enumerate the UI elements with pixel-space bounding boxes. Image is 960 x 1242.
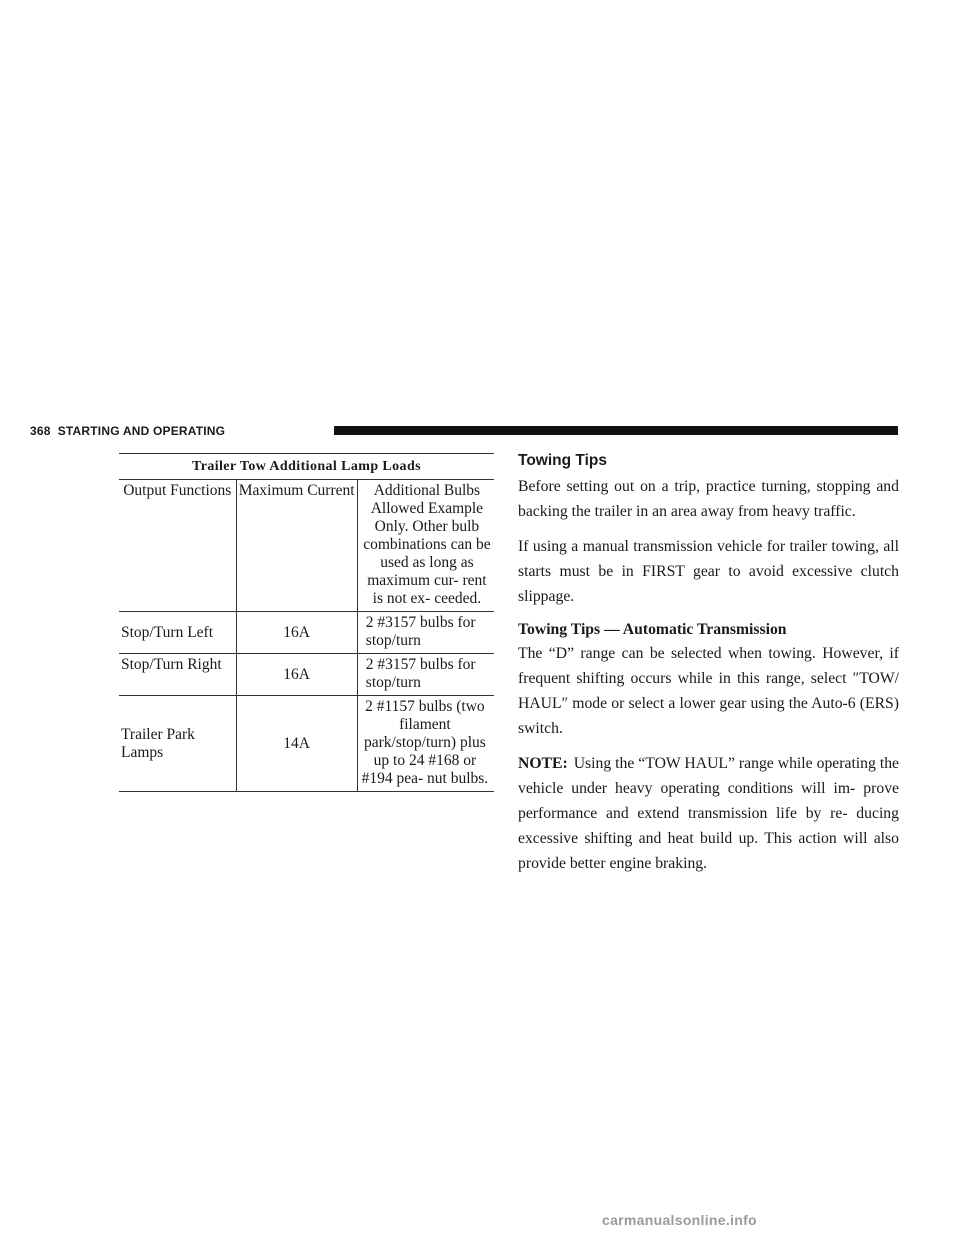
towing-tips-heading: Towing Tips bbox=[518, 452, 607, 469]
note-text: Using the “TOW HAUL” range while operating the vehicle under heavy operating conditions will im- prove performance and extend transmission life by re- ducing excessive shifting and heat build up. This action will also provide better engine braking. bbox=[518, 755, 899, 872]
row-bulbs: 2 #3157 bulbs for stop/turn bbox=[357, 654, 494, 696]
towing-tips-paragraph-3: The “D” range can be selected when towing. However, if frequent shifting occurs while in this range, select ″TOW/ HAUL″ mode or select a lower gear using the Auto-6 (ERS) switch. bbox=[518, 645, 899, 737]
page-number: 368 bbox=[30, 424, 51, 438]
row-bulbs: 2 #3157 bulbs for stop/turn bbox=[357, 612, 494, 654]
row-function: Stop/Turn Left bbox=[119, 612, 236, 654]
row-function: Stop/Turn Right bbox=[119, 654, 236, 696]
table-title: Trailer Tow Additional Lamp Loads bbox=[119, 454, 494, 480]
row-current: 16A bbox=[236, 612, 357, 654]
towing-tips-paragraph-1: Before setting out on a trip, practice turning, stopping and backing the trailer in an area away from heavy traffic. bbox=[518, 478, 899, 520]
watermark-text: carmanualsonline.info bbox=[602, 1212, 757, 1228]
note-label: NOTE: bbox=[518, 755, 568, 772]
row-bulbs: 2 #1157 bulbs (two filament park/stop/turn) plus up to 24 #168 or #194 pea- nut bulbs. bbox=[357, 696, 494, 792]
table-row bbox=[119, 696, 494, 792]
header-maximum-current: Maximum Current bbox=[236, 480, 357, 612]
table-row bbox=[119, 654, 494, 696]
header-additional-bulbs: Additional Bulbs Allowed Example Only. Other bulb combinations can be used as long as maximum cur- rent is not ex- ceeded. bbox=[357, 480, 494, 612]
section-title: STARTING AND OPERATING bbox=[57, 424, 226, 438]
lamp-loads-table bbox=[119, 453, 494, 792]
page-number-section bbox=[30, 423, 225, 439]
table-row bbox=[119, 612, 494, 654]
row-function: Trailer Park Lamps bbox=[119, 696, 236, 792]
table-header-row bbox=[119, 480, 494, 612]
row-current: 14A bbox=[236, 696, 357, 792]
towing-tips-section bbox=[518, 451, 899, 886]
towing-tips-paragraph-2: If using a manual transmission vehicle for trailer towing, all starts must be in FIRST gear to avoid excessive clutch slippage. bbox=[518, 538, 899, 605]
header-rule bbox=[334, 426, 898, 435]
table-title-row bbox=[119, 454, 494, 480]
page-header bbox=[30, 423, 898, 439]
header-output-functions: Output Functions bbox=[119, 480, 236, 612]
row-current: 16A bbox=[236, 654, 357, 696]
automatic-transmission-subheading: Towing Tips — Automatic Transmission bbox=[518, 621, 787, 638]
note-paragraph bbox=[518, 751, 899, 876]
